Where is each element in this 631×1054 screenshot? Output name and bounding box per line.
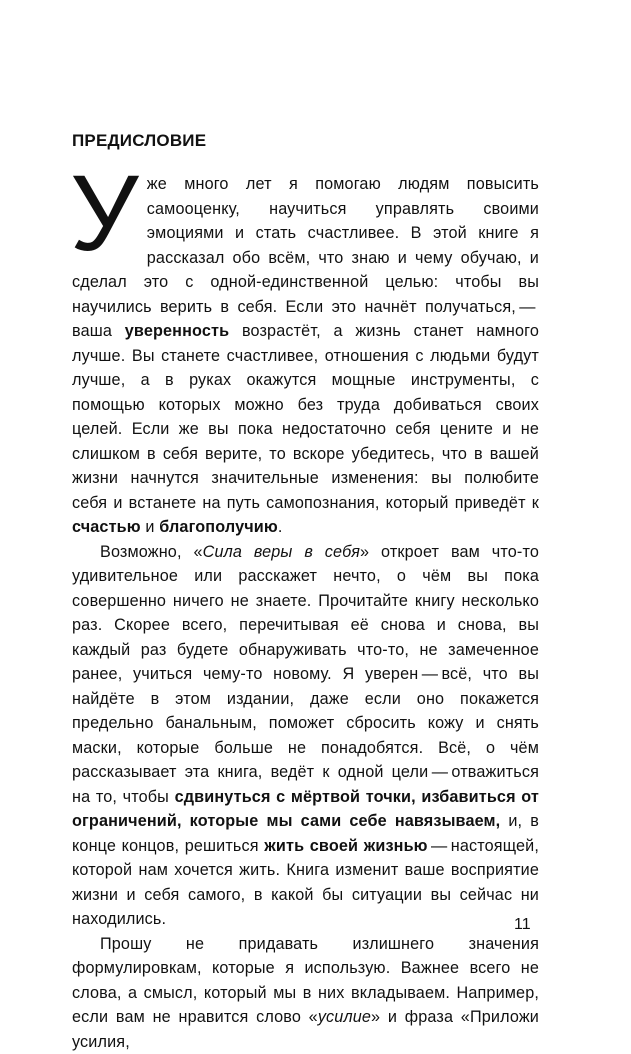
paragraph-1 bbox=[72, 172, 539, 540]
text-run: и, в конце концов, решиться bbox=[72, 812, 539, 855]
text-run: возрастёт, а жизнь станет намного лучше. Вы станете счастливее, отношения с людьми будут лучше, а в руках окажутся мощные инструменты, с помощью которых можно без труда добиваться своих целей. Если же вы пока недостаточно себя цените и не слишком в себя верите, то вскоре убедитесь, что в вашей жизни начнутся значительные изменения: вы полюбите себя и встанете на путь самопознания, который приведёт к bbox=[72, 322, 539, 512]
paragraph-2 bbox=[72, 540, 539, 932]
body-text bbox=[72, 172, 539, 1054]
text-run: и bbox=[141, 518, 160, 536]
bold-term: уверенность bbox=[125, 322, 229, 340]
paragraph-3 bbox=[72, 932, 539, 1054]
bold-term: счастью bbox=[72, 518, 141, 536]
italic-word: усилие bbox=[318, 1008, 371, 1026]
text-run: — настоящей, которой нам хочется жить. Книга изменит ваше восприятие жизни и себя самого, в какой бы ситуации вы сейчас ни находились. bbox=[72, 837, 539, 929]
text-run: Возможно, « bbox=[100, 543, 203, 561]
text-run: Прошу не придавать излишнего значения формулировкам, которые я использую. Важнее всего не слова, а смысл, который мы в них вкладываем. Например, если вам не нравится слово « bbox=[72, 935, 539, 1027]
text-run: же много лет я помогаю людям повысить самооценку, научиться управлять своими эмоциями и стать счастливее. В этой книге я рассказал обо всём, что знаю и чему обучаю, и сделал это с одной-единственной целью: чтобы вы научились верить в себя. Если это начнёт получаться, — ваша bbox=[72, 175, 539, 340]
bold-phrase: жить своей жизнью bbox=[264, 837, 427, 855]
text-run: » и фраза «Приложи усилия, bbox=[72, 1008, 539, 1051]
page-number: 11 bbox=[514, 916, 531, 934]
bold-term: благополучию bbox=[159, 518, 278, 536]
text-run: . bbox=[278, 518, 283, 536]
bold-phrase: сдвинуться с мёртвой точки, избавиться от ограничений, которые мы сами себе навязываем, bbox=[72, 788, 539, 831]
chapter-heading: ПРЕДИСЛОВИЕ bbox=[72, 131, 206, 151]
drop-cap: У bbox=[70, 176, 139, 250]
text-run: » откроет вам что-то удивительное или расскажет нечто, о чём вы пока совершенно ничего не знаете. Прочитайте книгу несколько раз. Скорее всего, перечитывая её снова и снова, вы каждый раз будете обнаруживать что-то, не замеченное ранее, учиться чему-то новому. Я уверен — всё, что вы найдёте в этом издании, даже если оно покажется предельно банальным, поможет сбросить кожу и снять маски, которые больше не понадобятся. Всё, о чём рассказывает эта книга, ведёт к одной цели — отважиться на то, чтобы bbox=[72, 543, 539, 806]
italic-title: Сила веры в себя bbox=[203, 543, 360, 561]
